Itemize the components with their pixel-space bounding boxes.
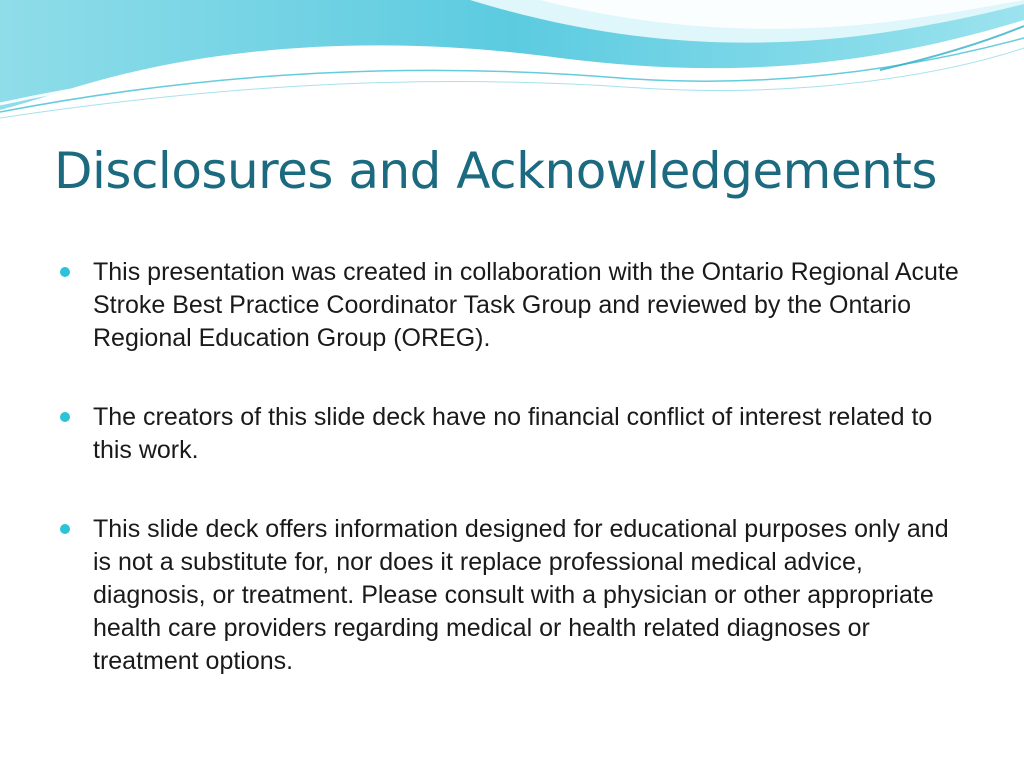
bullet-text: This slide deck offers information designed for educational purposes only and is not a substitute for, nor does it replace professional medical advice, diagnosis, or treatment. Please consult with a physician or other appropriate health care providers regarding medical or health related diagnoses or treatment options.: [93, 515, 949, 675]
bullet-item: [60, 513, 960, 678]
bullet-text: The creators of this slide deck have no financial conflict of interest related to this work.: [93, 403, 933, 464]
bullet-dot-icon: [60, 524, 70, 534]
bullet-dot-icon: [60, 412, 70, 422]
bullet-item: [60, 401, 960, 467]
slide-title: Disclosures and Acknowledgements: [54, 142, 937, 200]
header-wave-decoration: [0, 0, 1024, 120]
bullet-list: [60, 256, 960, 724]
bullet-dot-icon: [60, 267, 70, 277]
bullet-item: [60, 256, 960, 355]
bullet-text: This presentation was created in collaboration with the Ontario Regional Acute Stroke Best Practice Coordinator Task Group and reviewed by the Ontario Regional Education Group (OREG).: [93, 258, 959, 352]
